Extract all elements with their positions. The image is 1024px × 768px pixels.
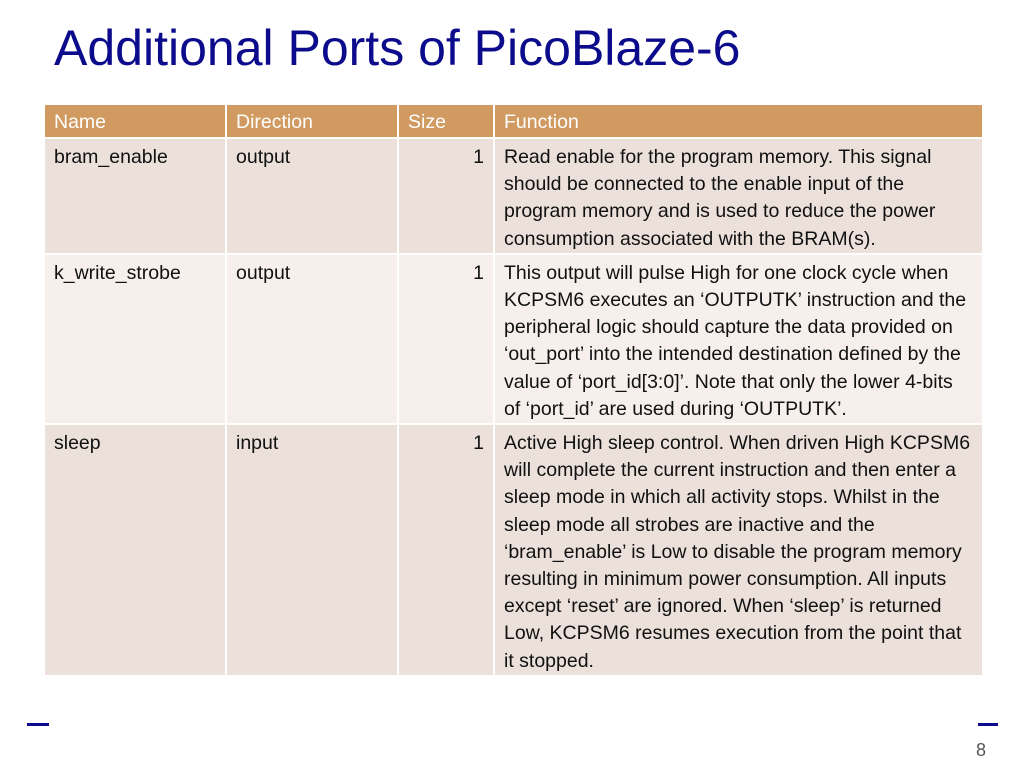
cell-direction: input <box>226 424 398 676</box>
footer-rule-left <box>27 723 49 726</box>
cell-size: 1 <box>398 424 494 676</box>
header-direction: Direction <box>226 104 398 138</box>
table-header-row <box>44 104 983 138</box>
slide-title: Additional Ports of PicoBlaze-6 <box>54 20 741 76</box>
cell-name: k_write_strobe <box>44 254 226 424</box>
footer-rule-right <box>978 723 998 726</box>
table-row <box>44 254 983 424</box>
cell-function: Active High sleep control. When driven High KCPSM6 will complete the current instruction and then enter a sleep mode in which all activity stops. Whilst in the sleep mode all strobes are inactive and the ‘bram_enable’ is Low to disable the program memory resulting in minimum power consumption. All inputs except ‘reset’ are ignored. When ‘sleep’ is returned Low, KCPSM6 resumes execution from the point that it stopped. <box>494 424 983 676</box>
cell-size: 1 <box>398 254 494 424</box>
header-function: Function <box>494 104 983 138</box>
cell-function: This output will pulse High for one clock cycle when KCPSM6 executes an ‘OUTPUTK’ instruction and the peripheral logic should capture the data provided on ‘out_port’ into the intended destination defined by the value of ‘port_id[3:0]’. Note that only the lower 4-bits of ‘port_id’ are used during ‘OUTPUTK’. <box>494 254 983 424</box>
cell-direction: output <box>226 138 398 254</box>
cell-function: Read enable for the program memory. This signal should be connected to the enable input of the program memory and is used to reduce the power consumption associated with the BRAM(s). <box>494 138 983 254</box>
cell-name: sleep <box>44 424 226 676</box>
cell-name: bram_enable <box>44 138 226 254</box>
header-name: Name <box>44 104 226 138</box>
cell-size: 1 <box>398 138 494 254</box>
cell-direction: output <box>226 254 398 424</box>
ports-table <box>43 103 984 677</box>
page-number: 8 <box>976 740 987 760</box>
table-row <box>44 424 983 676</box>
header-size: Size <box>398 104 494 138</box>
table-row <box>44 138 983 254</box>
